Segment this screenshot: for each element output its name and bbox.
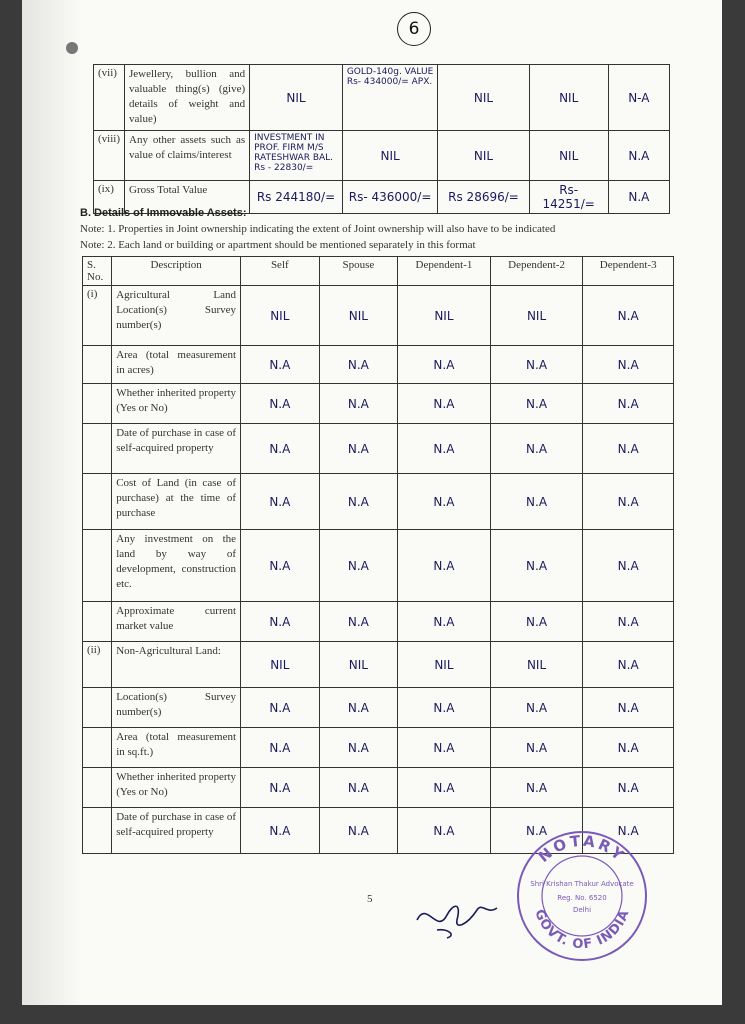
cell-dependent-1: Rs 28696/=: [438, 181, 529, 214]
cell-dependent-3: N.A: [583, 768, 674, 808]
immovable-row: [83, 286, 674, 346]
svg-text:NOTARY: [535, 832, 630, 866]
cell-self: NIL: [241, 286, 320, 346]
row-description: Jewellery, bullion and valuable thing(s) (give) details of weight and value): [125, 65, 250, 131]
cell-dependent-3: N.A: [583, 286, 674, 346]
cell-spouse: N.A: [319, 728, 398, 768]
row-sno: [83, 424, 112, 474]
cell-dependent-3: N-A: [608, 65, 669, 131]
cell-dependent-1: NIL: [398, 286, 491, 346]
punch-hole: [66, 42, 78, 54]
row-description: Whether inherited property (Yes or No): [112, 384, 241, 424]
cell-self: N.A: [241, 768, 320, 808]
cell-spouse: N.A: [319, 602, 398, 642]
cell-spouse: N.A: [319, 808, 398, 854]
cell-self: NIL: [241, 642, 320, 688]
header-dependent-3: Dependent-3: [583, 257, 674, 286]
cell-dependent-2: N.A: [490, 728, 583, 768]
cell-dependent-2: N.A: [490, 808, 583, 854]
row-sno: [83, 728, 112, 768]
cell-dependent-1: N.A: [398, 768, 491, 808]
header-dependent-1: Dependent-1: [398, 257, 491, 286]
row-sno: (ix): [94, 181, 125, 214]
row-description: Location(s) Survey number(s): [112, 688, 241, 728]
cell-dependent-3: N.A: [583, 728, 674, 768]
row-description: Date of purchase in case of self-acquired property: [112, 808, 241, 854]
cell-dependent-3: N.A: [583, 808, 674, 854]
cell-dependent-3: N.A: [583, 384, 674, 424]
immovable-row: [83, 424, 674, 474]
row-description: Whether inherited property (Yes or No): [112, 768, 241, 808]
cell-self: N.A: [241, 474, 320, 530]
header-sno: S. No.: [83, 257, 112, 286]
cell-dependent-2: NIL: [529, 65, 608, 131]
immovable-row: [83, 602, 674, 642]
cell-self: Rs 244180/=: [250, 181, 343, 214]
page-marker: 6: [397, 12, 431, 46]
cell-dependent-2: NIL: [529, 131, 608, 181]
immovable-row: [83, 728, 674, 768]
stamp-name: Shri Krishan Thakur Advocate: [530, 880, 634, 888]
cell-spouse: N.A: [319, 530, 398, 602]
notary-stamp-icon: [514, 828, 650, 964]
cell-self: N.A: [241, 530, 320, 602]
note-2: Note: 2. Each land or building or apartment should be mentioned separately in this format: [80, 239, 476, 251]
immovable-assets-table: [82, 256, 674, 854]
cell-dependent-1: N.A: [398, 808, 491, 854]
row-sno: (vii): [94, 65, 125, 131]
cell-dependent-1: N.A: [398, 424, 491, 474]
cell-dependent-1: N.A: [398, 688, 491, 728]
cell-dependent-2: N.A: [490, 688, 583, 728]
cell-dependent-1: NIL: [398, 642, 491, 688]
note-1: Note: 1. Properties in Joint ownership indicating the extent of Joint ownership will also have to be indicated: [80, 223, 556, 235]
cell-spouse: NIL: [342, 131, 438, 181]
stamp-city: Delhi: [572, 906, 592, 914]
cell-self: N.A: [241, 688, 320, 728]
cell-spouse: N.A: [319, 346, 398, 384]
cell-spouse: N.A: [319, 474, 398, 530]
row-description: Cost of Land (in case of purchase) at the time of purchase: [112, 474, 241, 530]
cell-dependent-3: N.A: [583, 346, 674, 384]
stamp-top-text: NOTARY: [534, 831, 630, 866]
cell-dependent-3: N.A: [583, 424, 674, 474]
cell-self: N.A: [241, 384, 320, 424]
cell-dependent-3: N.A: [583, 642, 674, 688]
cell-dependent-3: N.A: [583, 602, 674, 642]
cell-dependent-1: N.A: [398, 384, 491, 424]
cell-spouse: N.A: [319, 384, 398, 424]
row-sno: [83, 530, 112, 602]
row-description: Any investment on the land by way of development, construction etc.: [112, 530, 241, 602]
cell-spouse: N.A: [319, 688, 398, 728]
header-spouse: Spouse: [319, 257, 398, 286]
movable-row: [94, 65, 670, 131]
cell-dependent-2: NIL: [490, 642, 583, 688]
document-page: [22, 0, 722, 1005]
row-description: Gross Total Value: [125, 181, 250, 214]
cell-dependent-2: N.A: [490, 346, 583, 384]
cell-dependent-1: N.A: [398, 530, 491, 602]
immovable-row: [83, 642, 674, 688]
row-description: Any other assets such as value of claims/interest: [125, 131, 250, 181]
header-self: Self: [241, 257, 320, 286]
cell-dependent-3: N.A: [583, 474, 674, 530]
cell-self: N.A: [241, 602, 320, 642]
cell-dependent-1: N.A: [398, 346, 491, 384]
cell-dependent-2: N.A: [490, 530, 583, 602]
row-description: Area (total measurement in acres): [112, 346, 241, 384]
cell-dependent-1: N.A: [398, 474, 491, 530]
cell-dependent-3: N.A: [583, 688, 674, 728]
cell-self: NIL: [250, 65, 343, 131]
row-sno: [83, 346, 112, 384]
immovable-row: [83, 346, 674, 384]
cell-self: N.A: [241, 346, 320, 384]
cell-dependent-2: N.A: [490, 384, 583, 424]
cell-self: N.A: [241, 728, 320, 768]
page-number: 5: [367, 893, 373, 905]
row-sno: (viii): [94, 131, 125, 181]
row-sno: [83, 808, 112, 854]
cell-dependent-2: NIL: [490, 286, 583, 346]
cell-dependent-2: Rs- 14251/=: [529, 181, 608, 214]
cell-spouse: N.A: [319, 768, 398, 808]
cell-dependent-1: N.A: [398, 728, 491, 768]
signature-icon: [407, 880, 517, 940]
cell-dependent-1: NIL: [438, 65, 529, 131]
header-dependent-2: Dependent-2: [490, 257, 583, 286]
immovable-row: [83, 768, 674, 808]
row-sno: [83, 384, 112, 424]
cell-dependent-3: N.A: [608, 181, 669, 214]
movable-assets-table: [93, 64, 670, 214]
cell-dependent-1: NIL: [438, 131, 529, 181]
cell-dependent-2: N.A: [490, 424, 583, 474]
movable-row: [94, 131, 670, 181]
row-description: Non-Agricultural Land:: [112, 642, 241, 688]
cell-spouse: N.A: [319, 424, 398, 474]
cell-self: N.A: [241, 808, 320, 854]
row-description: Approximate current market value: [112, 602, 241, 642]
immovable-row: [83, 688, 674, 728]
row-description: Date of purchase in case of self-acquired property: [112, 424, 241, 474]
cell-dependent-3: N.A: [608, 131, 669, 181]
cell-spouse: Rs- 436000/=: [342, 181, 438, 214]
cell-dependent-3: N.A: [583, 530, 674, 602]
row-sno: [83, 474, 112, 530]
cell-dependent-2: N.A: [490, 602, 583, 642]
row-sno: [83, 688, 112, 728]
immovable-row: [83, 384, 674, 424]
row-sno: (ii): [83, 642, 112, 688]
section-title: B. Details of Immovable Assets:: [80, 207, 247, 219]
cell-self: INVESTMENT IN PROF. FIRM M/S RATESHWAR BAL. Rs - 22830/=: [250, 131, 343, 181]
row-sno: [83, 768, 112, 808]
row-description: Area (total measurement in sq.ft.): [112, 728, 241, 768]
cell-spouse: NIL: [319, 286, 398, 346]
page-shadow: [22, 0, 82, 1005]
svg-text:GOVT. OF INDIA: [531, 908, 632, 953]
cell-dependent-2: N.A: [490, 474, 583, 530]
immovable-row: [83, 530, 674, 602]
stamp-reg: Reg. No. 6520: [557, 894, 607, 902]
header-row: [83, 257, 674, 286]
cell-spouse: NIL: [319, 642, 398, 688]
row-description: Agricultural Land Location(s) Survey number(s): [112, 286, 241, 346]
cell-self: N.A: [241, 424, 320, 474]
cell-spouse: GOLD-140g. VALUE Rs- 434000/= APX.: [342, 65, 438, 131]
cell-dependent-1: N.A: [398, 602, 491, 642]
immovable-row: [83, 474, 674, 530]
cell-dependent-2: N.A: [490, 768, 583, 808]
header-description: Description: [112, 257, 241, 286]
row-sno: [83, 602, 112, 642]
stamp-bottom-text: GOVT. OF INDIA: [531, 907, 633, 953]
row-sno: (i): [83, 286, 112, 346]
